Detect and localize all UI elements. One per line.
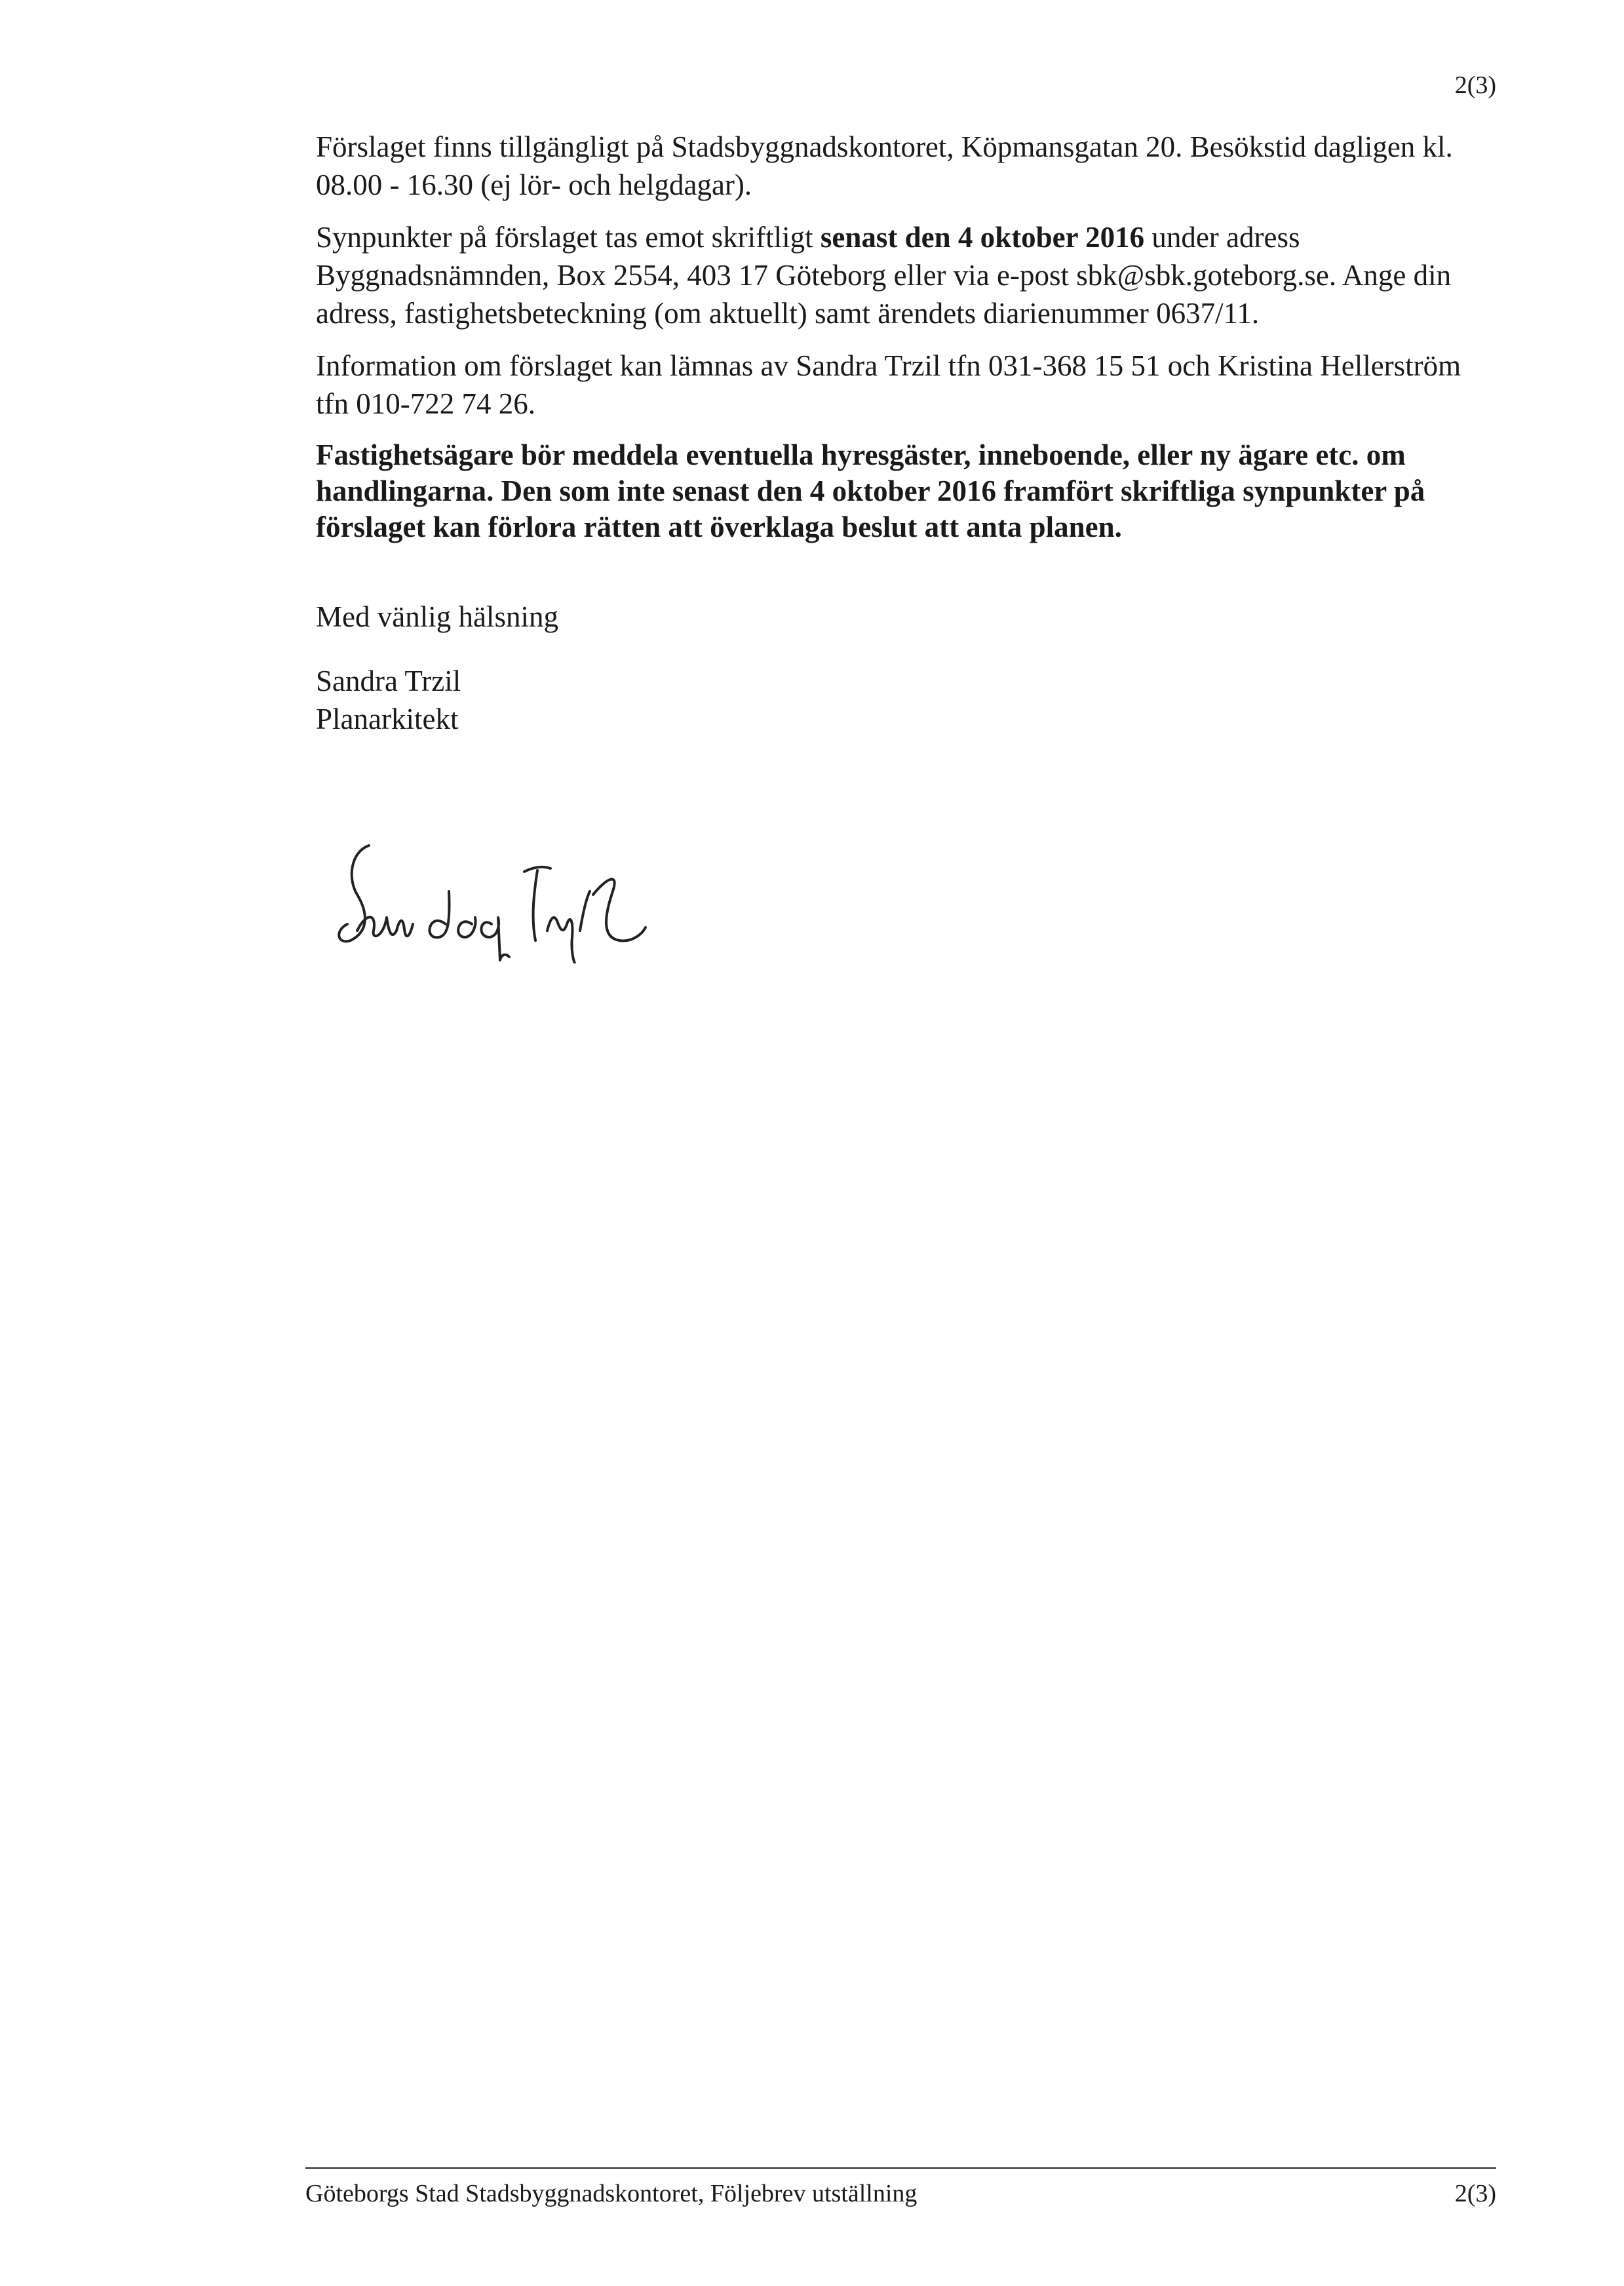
page-footer [305,2167,1496,2208]
page-number: 2(3) [1454,71,1496,99]
paragraph-comments [316,218,1482,332]
paragraph-information: Information om förslaget kan lämnas av Sandra Trzil tfn 031-368 15 51 och Kristina Hellerström tfn 010-722 74 26. [316,349,1461,420]
deadline-text: senast den 4 oktober 2016 [820,221,1145,254]
signer-title: Planarkitekt [316,703,459,735]
comments-address: under adress Byggnadsnämnden, Box 2554, 403 17 Göteborg eller via e-post sbk@sbk.goteborg.se. Ange din adress, fastighetsbeteckning (om aktuellt) samt ärendets diarienummer 0637/11. [316,221,1452,330]
footer-page-number: 2(3) [1454,2180,1496,2207]
signer-name: Sandra Trzil [316,665,461,697]
footer-text: Göteborgs Stad Stadsbyggnadskontoret, Följebrev utställning [305,2180,918,2207]
closing-greeting: Med vänlig hälsning [316,600,558,633]
letter-body [316,128,1482,752]
paragraph-owner-notice: Fastighetsägare bör meddela eventuella hyresgäster, inneboende, eller ny ägare etc. om handlingarna. Den som inte senast den 4 oktober 2016 framfört skriftliga synpunkter på förslaget kan förlora rätten att överklaga beslut att anta planen. [316,438,1425,543]
comments-intro: Synpunkter på förslaget tas emot skriftligt [316,221,821,254]
handwritten-signature [331,832,672,963]
paragraph-availability: Förslaget finns tillgängligt på Stadsbyggnadskontoret, Köpmansgatan 20. Besökstid dagligen kl. 08.00 - 16.30 (ej lör- och helgdagar). [316,130,1453,201]
